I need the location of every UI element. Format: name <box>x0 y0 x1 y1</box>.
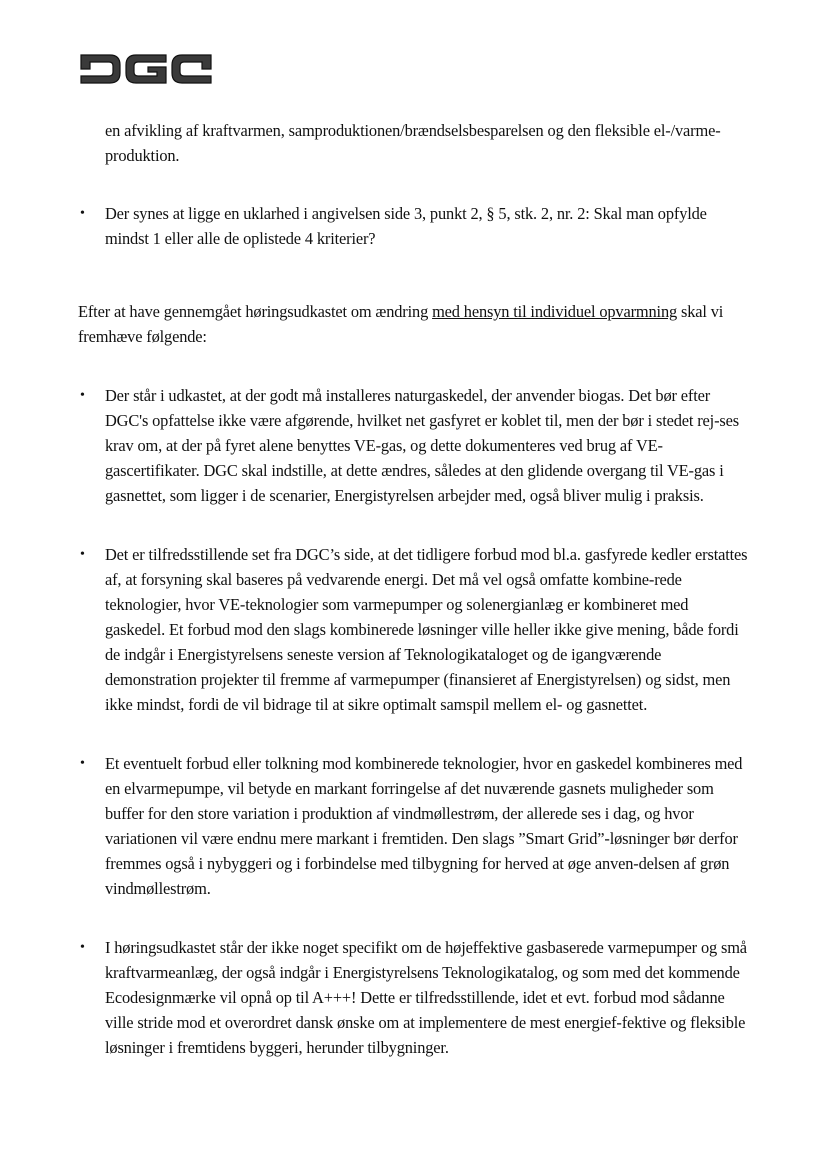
list-item-text: Et eventuelt forbud eller tolkning mod kombinerede teknologier, hvor en gaskedel kombineres med en elvarmepumpe, vil betyde en markant forringelse af det nuværende gasnets muligheder som buffer for den store variation i produktion af vindmøllestrøm, der allerede ses i dag, og hvor variationen vil være endnu mere markant i fremtiden. Den slags ”Smart Grid”-løsninger bør derfor fremmes også i nybyggeri og i forbindelse med tilbygning for herved at øge anven-delsen af grøn vindmøllestrøm. <box>105 754 743 898</box>
list-item <box>78 542 748 717</box>
bullet-icon: • <box>80 547 85 562</box>
first-bullet-list <box>78 201 748 251</box>
paragraph-text-after: skal vi fremhæve følgende: <box>78 302 724 346</box>
list-item <box>78 201 748 251</box>
list-item <box>78 383 748 508</box>
list-item <box>78 935 748 1060</box>
intro-paragraph <box>78 299 748 349</box>
list-item-text: Der står i udkastet, at der godt må installeres naturgaskedel, der anvender biogas. Det bør efter DGC's opfattelse ikke være afgørende, hvilket net gasfyret er koblet til, men der bør i stedet rej-ses krav om, at der på fyret alene benyttes VE-gas, og dette dokumenteres ved brug af VE-gascertifikater. DGC skal indstille, at dette ændres, således at den glidende overgang til VE-gas i gasnettet, som ligger i de scenarier, Energistyrelsen arbejder med, også bliver mulig i praksis. <box>105 386 739 505</box>
second-bullet-list <box>78 383 748 1060</box>
dgc-logo-icon <box>80 52 212 86</box>
bullet-icon: • <box>80 206 85 221</box>
underlined-phrase: med hensyn til individuel opvarmning <box>432 302 678 321</box>
list-item <box>78 751 748 901</box>
bullet-icon: • <box>80 756 85 771</box>
continuation-text: en afvikling af kraftvarmen, samproduktionen/brændselsbesparelsen og den fleksible el-/varme-produktion. <box>105 121 721 165</box>
dgc-logo-svg <box>80 52 212 86</box>
list-item-text: Der synes at ligge en uklarhed i angivelsen side 3, punkt 2, § 5, stk. 2, nr. 2: Skal man opfylde mindst 1 eller alle de oplistede 4 kriterier? <box>105 204 707 248</box>
bullet-icon: • <box>80 940 85 955</box>
list-item-text: I høringsudkastet står der ikke noget specifikt om de højeffektive gasbaserede varmepumper og små kraftvarmeanlæg, der også indgår i Energistyrelsens Teknologikatalog, og som med det kommende Ecodesignmærke vil opnå op til A+++! Dette er tilfredsstillende, idet et evt. forbud mod sådanne ville stride mod et overordret dansk ønske om at implementere de mest energief-fektive og fleksible løsninger i fremtidens byggeri, herunder tilbygninger. <box>105 938 747 1057</box>
list-item-text: Det er tilfredsstillende set fra DGC’s side, at det tidligere forbud mod bl.a. gasfyrede kedler erstattes af, at forsyning skal baseres på vedvarende energi. Det må vel også omfatte kombine-rede teknologier, hvor VE-teknologier som varmepumper og solenergianlæg er kombineret med gaskedel. Et forbud mod den slags kombinerede løsninger ville heller ikke give mening, både fordi de indgår i Energistyrelsens seneste version af Teknologikataloget og de igangværende demonstration projekter til fremme af varmepumper (finansieret af Energistyrelsen) og sidst, men ikke mindst, fordi de vil bidrage til at sikre optimalt samspil mellem el- og gasnettet. <box>105 545 748 714</box>
paragraph-text-before: Efter at have gennemgået høringsudkastet om ændring <box>78 302 433 321</box>
bullet-icon: • <box>80 388 85 403</box>
letter-body <box>78 118 748 1094</box>
